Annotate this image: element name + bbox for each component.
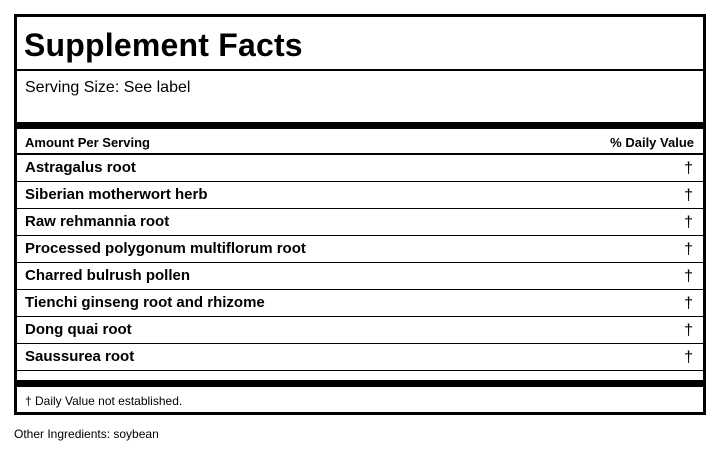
ingredient-daily-value: †	[684, 322, 693, 339]
serving-size: Serving Size: See label	[25, 79, 191, 96]
ingredient-row	[17, 209, 703, 236]
ingredient-name: Raw rehmannia root	[25, 213, 170, 230]
ingredient-name: Astragalus root	[25, 159, 136, 176]
ingredient-row	[17, 155, 703, 182]
daily-value-footnote: † Daily Value not established.	[25, 394, 183, 408]
ingredient-row	[17, 182, 703, 209]
ingredient-row	[17, 263, 703, 290]
thick-divider-bottom	[17, 380, 703, 387]
ingredient-name: Tienchi ginseng root and rhizome	[25, 294, 265, 311]
ingredient-daily-value: †	[684, 241, 693, 258]
ingredient-daily-value: †	[684, 268, 693, 285]
ingredient-row	[17, 290, 703, 317]
panel-title: Supplement Facts	[24, 27, 303, 63]
title-divider	[17, 69, 703, 71]
ingredient-row	[17, 236, 703, 263]
ingredient-list	[17, 155, 703, 371]
ingredient-daily-value: †	[684, 160, 693, 177]
ingredient-daily-value: †	[684, 214, 693, 231]
other-ingredients: Other Ingredients: soybean	[14, 427, 159, 441]
column-header-row	[17, 129, 703, 153]
ingredient-daily-value: †	[684, 295, 693, 312]
thick-divider-top	[17, 122, 703, 129]
daily-value-header: % Daily Value	[610, 135, 694, 150]
ingredient-daily-value: †	[684, 187, 693, 204]
ingredient-name: Siberian motherwort herb	[25, 186, 208, 203]
ingredient-row	[17, 344, 703, 371]
ingredient-name: Dong quai root	[25, 321, 132, 338]
ingredient-daily-value: †	[684, 349, 693, 366]
ingredient-row	[17, 317, 703, 344]
supplement-facts-panel	[14, 14, 706, 415]
ingredient-name: Saussurea root	[25, 348, 135, 365]
amount-per-serving-header: Amount Per Serving	[25, 135, 150, 150]
ingredient-name: Processed polygonum multiflorum root	[25, 240, 306, 257]
ingredient-name: Charred bulrush pollen	[25, 267, 191, 284]
